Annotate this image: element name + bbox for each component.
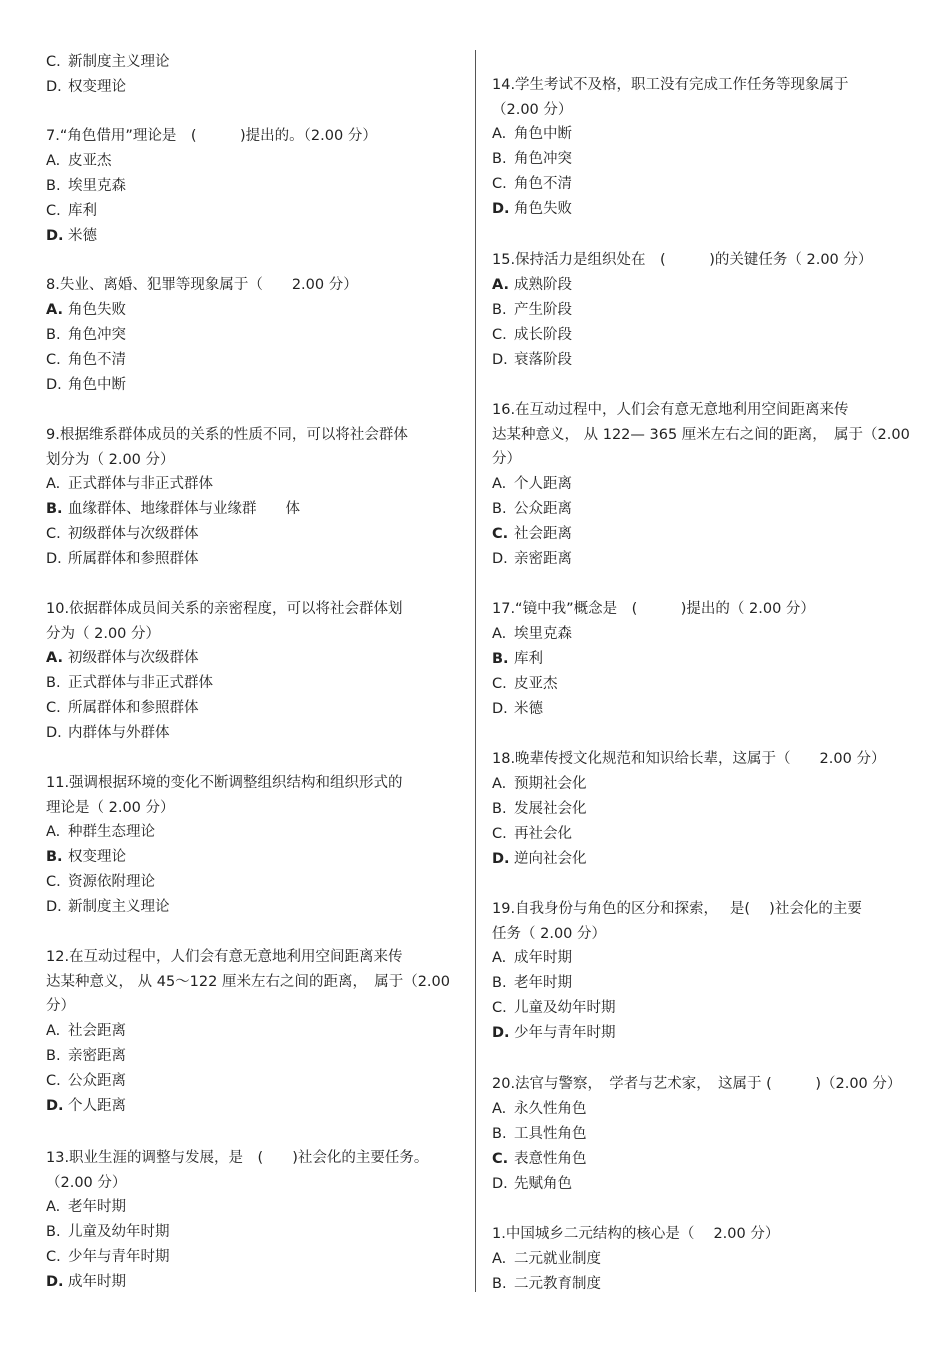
answer-option bbox=[492, 323, 912, 348]
option-text: 所属群体和参照群体 bbox=[68, 700, 199, 716]
option-letter: D. bbox=[492, 850, 510, 867]
answer-option bbox=[492, 298, 912, 323]
answer-option bbox=[46, 522, 462, 547]
option-letter: D. bbox=[46, 79, 62, 95]
option-text: 逆向社会化 bbox=[514, 850, 587, 867]
option-text: 埃里克森 bbox=[514, 625, 572, 642]
option-letter: A. bbox=[492, 1100, 507, 1117]
option-letter: A. bbox=[46, 152, 61, 169]
answer-option bbox=[492, 1247, 912, 1272]
question-block bbox=[46, 945, 462, 1119]
question-block bbox=[492, 747, 912, 872]
option-letter: C. bbox=[46, 1072, 61, 1089]
option-letter: A. bbox=[46, 476, 61, 492]
question-block bbox=[492, 398, 912, 572]
option-text: 儿童及幼年时期 bbox=[514, 1000, 616, 1016]
answer-option bbox=[46, 373, 462, 398]
question-block bbox=[46, 124, 462, 249]
option-text: 先赋角色 bbox=[514, 1175, 572, 1192]
answer-option bbox=[46, 895, 462, 920]
answer-option bbox=[492, 497, 912, 522]
answer-option bbox=[46, 721, 462, 746]
option-text: 所属群体和参照群体 bbox=[68, 551, 199, 567]
option-letter: D. bbox=[492, 351, 508, 368]
option-text: 老年时期 bbox=[514, 975, 572, 991]
option-letter: B. bbox=[46, 1047, 61, 1064]
option-text: 皮亚杰 bbox=[68, 152, 112, 169]
option-letter: D. bbox=[46, 376, 62, 393]
question-stem-line: 19.自我身份与角色的区分和探索， 是( )社会化的主要 bbox=[492, 901, 862, 917]
option-letter: A. bbox=[492, 475, 507, 492]
option-text: 角色冲突 bbox=[514, 151, 572, 167]
question-stem-line: 18.晚辈传授文化规范和知识给长辈，这属于（ 2.00 分） bbox=[492, 751, 886, 767]
option-letter: C. bbox=[46, 202, 61, 219]
answer-option bbox=[46, 1044, 462, 1069]
question-block bbox=[492, 597, 912, 722]
option-text: 初级群体与次级群体 bbox=[68, 526, 199, 542]
option-letter: D. bbox=[46, 551, 62, 567]
answer-option bbox=[492, 772, 912, 797]
answer-option bbox=[46, 547, 462, 572]
answer-option bbox=[492, 122, 912, 147]
option-text: 公众距离 bbox=[68, 1072, 126, 1089]
option-letter: D. bbox=[46, 899, 62, 915]
option-letter: C. bbox=[46, 874, 61, 890]
question-stem-line: 达某种意义， 从 45～122 厘米左右之间的距离， 属于（2.00 bbox=[46, 973, 450, 990]
option-letter: D. bbox=[492, 550, 508, 567]
answer-option bbox=[492, 946, 912, 971]
question-stem-line: 11.强调根据环境的变化不断调整组织结构和组织形式的 bbox=[46, 775, 403, 791]
question-block bbox=[46, 597, 462, 746]
question-stem-line: 15.保持活力是组织处在 ( )的关键任务（ 2.00 分） bbox=[492, 252, 873, 268]
option-text: 权变理论 bbox=[68, 79, 126, 95]
answer-option bbox=[492, 971, 912, 996]
option-text: 血缘群体、地缘群体与业缘群 体 bbox=[68, 501, 300, 517]
option-text: 少年与青年时期 bbox=[514, 1025, 616, 1041]
question-stem-line: 14.学生考试不及格，职工没有完成工作任务等现象属于 bbox=[492, 77, 849, 93]
question-stem-line: 分为（ 2.00 分） bbox=[46, 625, 161, 642]
option-letter: A. bbox=[46, 824, 61, 840]
answer-option bbox=[492, 647, 912, 672]
option-text: 正式群体与非正式群体 bbox=[68, 675, 213, 691]
answer-option bbox=[46, 1069, 462, 1094]
option-letter: A. bbox=[46, 1199, 61, 1215]
answer-option bbox=[492, 1272, 912, 1297]
question-stem-line: 10.依据群体成员间关系的亲密程度，可以将社会群体划 bbox=[46, 601, 403, 617]
answer-option bbox=[492, 697, 912, 722]
option-letter: D. bbox=[492, 700, 508, 717]
option-text: 表意性角色 bbox=[514, 1150, 587, 1167]
question-stem-line: 20.法官与警察， 学者与艺术家， 这属于 ( )（2.00 分） bbox=[492, 1076, 902, 1092]
option-letter: B. bbox=[492, 500, 507, 517]
option-letter: C. bbox=[492, 176, 507, 192]
option-text: 发展社会化 bbox=[514, 800, 587, 817]
option-text: 内群体与外群体 bbox=[68, 725, 170, 741]
option-letter: D. bbox=[46, 725, 62, 741]
option-text: 亲密距离 bbox=[514, 550, 572, 567]
answer-option bbox=[492, 672, 912, 697]
question-stem-line: 16.在互动过程中，人们会有意无意地利用空间距离来传 bbox=[492, 402, 849, 418]
question-stem-line: 17.“镜中我”概念是 ( )提出的（ 2.00 分） bbox=[492, 601, 815, 617]
option-text: 成长阶段 bbox=[514, 326, 572, 343]
answer-option bbox=[46, 348, 462, 373]
answer-option bbox=[46, 1245, 462, 1270]
question-block bbox=[492, 897, 912, 1046]
option-text: 成年时期 bbox=[514, 950, 572, 966]
option-letter: A. bbox=[46, 1022, 61, 1039]
question-stem-line: 任务（ 2.00 分） bbox=[492, 925, 607, 942]
option-letter: B. bbox=[492, 1125, 507, 1142]
option-letter: C. bbox=[492, 1150, 509, 1167]
option-letter: A. bbox=[492, 1250, 507, 1267]
option-letter: B. bbox=[46, 177, 61, 194]
answer-option bbox=[46, 174, 462, 199]
answer-option bbox=[46, 199, 462, 224]
question-block bbox=[46, 273, 462, 398]
answer-option bbox=[46, 1270, 462, 1295]
question-stem-line: 7.“角色借用”理论是 ( )提出的。（2.00 分） bbox=[46, 128, 377, 144]
answer-option bbox=[492, 822, 912, 847]
answer-option bbox=[46, 497, 462, 522]
option-text: 个人距离 bbox=[514, 475, 572, 492]
question-block bbox=[492, 73, 912, 222]
option-text: 二元教育制度 bbox=[514, 1275, 601, 1292]
answer-option bbox=[492, 1147, 912, 1172]
question-stem-line: 划分为（ 2.00 分） bbox=[46, 451, 175, 468]
answer-option bbox=[492, 1122, 912, 1147]
option-letter: C. bbox=[46, 54, 61, 70]
answer-option bbox=[46, 845, 462, 870]
option-text: 米德 bbox=[68, 227, 97, 244]
option-letter: C. bbox=[46, 351, 61, 368]
option-text: 米德 bbox=[514, 700, 543, 717]
answer-option bbox=[492, 172, 912, 197]
option-text: 新制度主义理论 bbox=[68, 54, 170, 70]
question-stem-line: 分） bbox=[46, 998, 75, 1014]
option-letter: C. bbox=[492, 326, 507, 343]
question-stem-line: 8.失业、离婚、犯罪等现象属于（ 2.00 分） bbox=[46, 277, 358, 293]
question-block bbox=[492, 1222, 912, 1297]
question-stem-line: （2.00 分） bbox=[492, 101, 573, 118]
option-text: 衰落阶段 bbox=[514, 351, 572, 368]
answer-option bbox=[492, 472, 912, 497]
answer-option bbox=[46, 298, 462, 323]
answer-option bbox=[492, 996, 912, 1021]
option-letter: A. bbox=[492, 775, 507, 792]
option-text: 皮亚杰 bbox=[514, 675, 558, 692]
option-letter: A. bbox=[492, 950, 507, 966]
option-letter: C. bbox=[492, 1000, 507, 1016]
option-letter: C. bbox=[492, 825, 507, 842]
option-letter: C. bbox=[492, 525, 509, 542]
question-stem-line: 分） bbox=[492, 451, 521, 467]
option-letter: D. bbox=[46, 227, 64, 244]
option-text: 种群生态理论 bbox=[68, 824, 155, 840]
option-text: 少年与青年时期 bbox=[68, 1249, 170, 1265]
option-letter: D. bbox=[492, 1025, 510, 1041]
answer-option bbox=[46, 1019, 462, 1044]
answer-option bbox=[492, 1021, 912, 1046]
option-letter: C. bbox=[492, 675, 507, 692]
answer-option bbox=[46, 820, 462, 845]
question-block bbox=[46, 1146, 462, 1295]
answer-option bbox=[46, 1094, 462, 1119]
answer-option bbox=[46, 472, 462, 497]
option-text: 社会距离 bbox=[514, 525, 572, 542]
option-letter: D. bbox=[46, 1097, 64, 1114]
option-text: 初级群体与次级群体 bbox=[68, 650, 199, 666]
option-letter: B. bbox=[492, 650, 509, 667]
option-letter: B. bbox=[46, 326, 61, 343]
question-block bbox=[492, 1072, 912, 1197]
answer-option bbox=[492, 547, 912, 572]
question-stem-line: 理论是（ 2.00 分） bbox=[46, 799, 175, 816]
question-stem-line: 12.在互动过程中，人们会有意无意地利用空间距离来传 bbox=[46, 949, 403, 965]
option-text: 角色中断 bbox=[68, 376, 126, 393]
answer-option bbox=[46, 1195, 462, 1220]
option-letter: D. bbox=[492, 1175, 508, 1192]
answer-option bbox=[46, 75, 462, 100]
option-letter: B. bbox=[492, 151, 507, 167]
option-text: 库利 bbox=[68, 202, 97, 219]
question-stem-line: 1.中国城乡二元结构的核心是（ 2.00 分） bbox=[492, 1226, 780, 1242]
option-letter: A. bbox=[46, 650, 63, 666]
answer-option bbox=[46, 224, 462, 249]
option-text: 公众距离 bbox=[514, 500, 572, 517]
option-text: 埃里克森 bbox=[68, 177, 126, 194]
option-letter: A. bbox=[492, 126, 507, 142]
option-text: 产生阶段 bbox=[514, 301, 572, 318]
option-letter: B. bbox=[492, 800, 507, 817]
question-stem-line: 达某种意义， 从 122— 365 厘米左右之间的距离， 属于（2.00 bbox=[492, 426, 910, 443]
option-letter: D. bbox=[492, 201, 510, 217]
option-letter: D. bbox=[46, 1274, 64, 1290]
answer-option bbox=[492, 622, 912, 647]
answer-option bbox=[492, 1172, 912, 1197]
question-stem-line: 9.根据维系群体成员的关系的性质不同，可以将社会群体 bbox=[46, 427, 408, 443]
question-stem-line: （2.00 分） bbox=[46, 1174, 127, 1191]
option-text: 工具性角色 bbox=[514, 1125, 587, 1142]
answer-option bbox=[492, 197, 912, 222]
option-text: 亲密距离 bbox=[68, 1047, 126, 1064]
option-text: 角色不清 bbox=[514, 176, 572, 192]
option-text: 成年时期 bbox=[68, 1274, 126, 1290]
option-letter: C. bbox=[46, 700, 61, 716]
answer-option bbox=[492, 273, 912, 298]
answer-option bbox=[46, 1220, 462, 1245]
option-text: 社会距离 bbox=[68, 1022, 126, 1039]
question-stem-line: 13.职业生涯的调整与发展，是 ( )社会化的主要任务。 bbox=[46, 1150, 429, 1166]
option-text: 永久性角色 bbox=[514, 1100, 587, 1117]
option-letter: B. bbox=[46, 675, 61, 691]
answer-option bbox=[46, 323, 462, 348]
option-letter: B. bbox=[46, 1224, 61, 1240]
option-text: 角色不清 bbox=[68, 351, 126, 368]
question-block bbox=[492, 248, 912, 373]
answer-option bbox=[46, 671, 462, 696]
option-letter: B. bbox=[492, 1275, 507, 1292]
option-text: 角色失败 bbox=[514, 201, 572, 217]
option-text: 老年时期 bbox=[68, 1199, 126, 1215]
question-block bbox=[46, 423, 462, 572]
option-text: 成熟阶段 bbox=[514, 276, 572, 293]
option-text: 角色失败 bbox=[68, 301, 126, 318]
option-letter: A. bbox=[492, 625, 507, 642]
option-text: 再社会化 bbox=[514, 825, 572, 842]
option-letter: B. bbox=[492, 975, 507, 991]
answer-option bbox=[492, 348, 912, 373]
answer-option bbox=[492, 797, 912, 822]
option-letter: A. bbox=[46, 301, 63, 318]
option-letter: C. bbox=[46, 1249, 61, 1265]
answer-option bbox=[46, 646, 462, 671]
option-letter: B. bbox=[46, 849, 63, 865]
option-text: 预期社会化 bbox=[514, 775, 587, 792]
question-block bbox=[46, 50, 462, 100]
option-text: 儿童及幼年时期 bbox=[68, 1224, 170, 1240]
option-letter: A. bbox=[492, 276, 509, 293]
option-text: 权变理论 bbox=[68, 849, 126, 865]
option-letter: B. bbox=[492, 301, 507, 318]
option-text: 正式群体与非正式群体 bbox=[68, 476, 213, 492]
option-text: 库利 bbox=[514, 650, 543, 667]
answer-option bbox=[46, 149, 462, 174]
answer-option bbox=[46, 870, 462, 895]
answer-option bbox=[46, 50, 462, 75]
option-text: 新制度主义理论 bbox=[68, 899, 170, 915]
answer-option bbox=[492, 1097, 912, 1122]
answer-option bbox=[46, 696, 462, 721]
answer-option bbox=[492, 522, 912, 547]
column-divider bbox=[475, 50, 476, 1292]
option-text: 角色冲突 bbox=[68, 326, 126, 343]
option-text: 二元就业制度 bbox=[514, 1250, 601, 1267]
option-text: 个人距离 bbox=[68, 1097, 126, 1114]
question-block bbox=[46, 771, 462, 920]
option-letter: C. bbox=[46, 526, 61, 542]
option-letter: B. bbox=[46, 501, 63, 517]
option-text: 角色中断 bbox=[514, 126, 572, 142]
option-text: 资源依附理论 bbox=[68, 874, 155, 890]
answer-option bbox=[492, 147, 912, 172]
answer-option bbox=[492, 847, 912, 872]
